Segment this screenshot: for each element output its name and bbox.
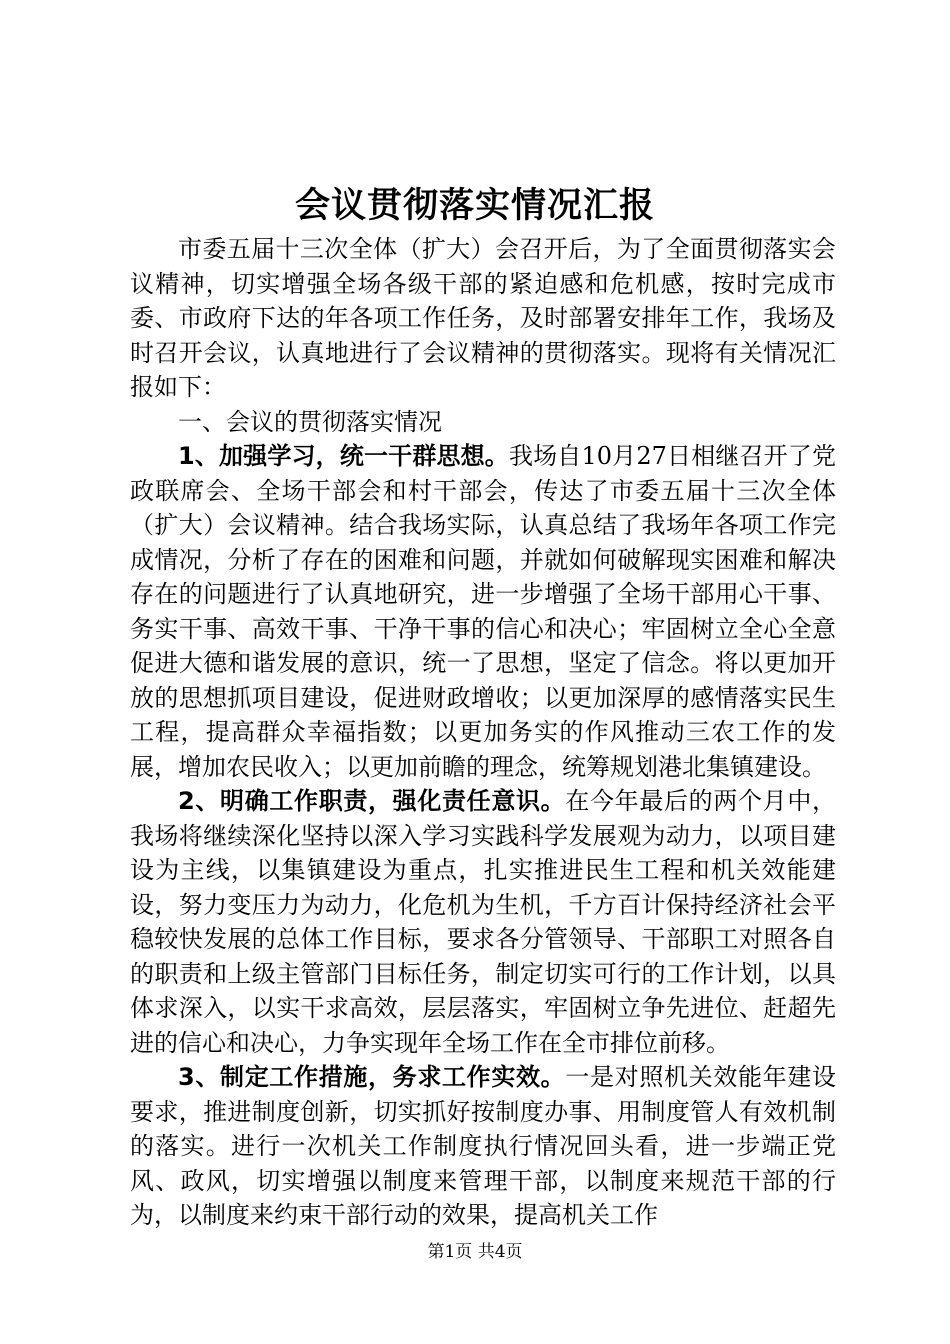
item-paragraph-1 [130,439,836,784]
section-heading: 一、会议的贯彻落实情况 [178,407,442,436]
intro-paragraph: 市委五届十三次全体（扩大）会召开后，为了全面贯彻落实会议精神，切实增强全场各级干部的紧迫感和危机感，按时完成市委、市政府下达的年各项工作任务，及时部署安排年工作，我场及时召开会议，认真地进行了会议精神的贯彻落实。现将有关情况汇报如下： [130,235,836,401]
item-body-3: 一是对照机关效能年建设要求，推进制度创新，切实抓好按制度办事、用制度管人有效机制的落实。进行一次机关工作制度执行情况回头看，进一步端正党风、政风，切实增强以制度来管理干部，以制度来规范干部的行为，以制度来约束干部行动的效果，提高机关工作 [130,1063,836,1229]
document-title: 会议贯彻落实情况汇报 [294,186,655,226]
document-body [130,232,836,1233]
item-body-1: 我场自10月27日相继召开了党政联席会、全场干部会和村干部会，传达了市委五届十三次全体（扩大）会议精神。结合我场实际，认真总结了我场年各项工作完成情况，分析了存在的困难和问题，并就如何破解现实困难和解决存在的问题进行了认真地研究，进一步增强了全场干部用心干事、务实干事、高效干事、干净干事的信心和决心；牢固树立全心全意促进大德和谐发展的意识，统一了思想，坚定了信念。将以更加开放的思想抓项目建设，促进财政增收；以更加深厚的感情落实民生工程，提高群众幸福指数；以更加务实的作风推动三农工作的发展，增加农民收入；以更加前瞻的理念，统筹规划港北集镇建设。 [130,442,837,781]
item-paragraph-2 [130,784,836,1060]
item-lead-3: 3、制定工作措施，务求工作实效。 [178,1063,566,1091]
page-footer: 第1页 共4页 [427,1242,523,1262]
item-lead-2: 2、明确工作职责，强化责任意识。 [178,787,566,815]
item-paragraph-3 [130,1060,836,1233]
item-lead-1: 1、加强学习，统一干群思想。 [178,442,509,470]
item-body-2: 在今年最后的两个月中，我场将继续深化坚持以深入学习实践科学发展观为动力，以项目建设为主线，以集镇建设为重点，扎实推进民生工程和机关效能建设，努力变压力为动力，化危机为生机，千方百计保持经济社会平稳较快发展的总体工作目标，要求各分管领导、干部职工对照各自的职责和上级主管部门目标任务，制定切实可行的工作计划，以具体求深入，以实干求高效，层层落实，牢固树立争先进位、赶超先进的信心和决心，力争实现年全场工作在全市排位前移。 [130,787,836,1057]
